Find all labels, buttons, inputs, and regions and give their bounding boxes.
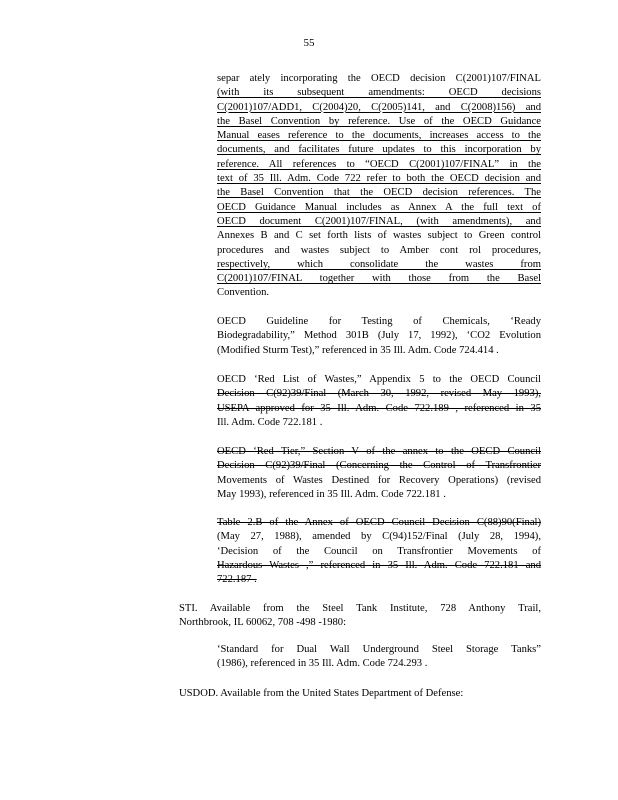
oecd-decision-paragraph — [217, 72, 541, 301]
text-line: STI. Available from the Steel Tank Institute, 728 Anthony Trail, — [179, 603, 541, 614]
text-line: respectively, which consolidate the wastes from — [217, 258, 541, 270]
text-line: OECD ‘Red Tier,” Section V of the annex to the OECD Council — [217, 446, 541, 457]
text-line: OECD Guideline for Testing of Chemicals, ‘Ready — [217, 316, 541, 327]
text-line: May 1993), referenced in 35 Ill. Adm. Code 722.181 . — [217, 488, 446, 500]
sti-entry — [179, 602, 541, 631]
oecd-red-tier-paragraph — [217, 445, 541, 502]
text-line: 722.187 . — [217, 574, 257, 586]
text-line: OECD ‘Red List of Wastes,” Appendix 5 to the OECD Council — [217, 374, 541, 385]
text-line: OECD document C(2001)107/FINAL, (with amendments), and — [217, 215, 541, 227]
text-line: (May 27, 1988), amended by C(94)152/Final (July 28, 1994), — [217, 531, 541, 543]
text-line: Manual eases reference to the documents, increases access to the — [217, 130, 541, 142]
text-line: USDOD. Available from the United States Department of Defense: — [179, 688, 464, 699]
text-line: (with its subsequent amendments: OECD decisions — [217, 87, 541, 99]
text-line: Decision C(92)39/Final (Concerning the Control of Transfrontier — [217, 460, 541, 472]
text-line: (1986), referenced in 35 Ill. Adm. Code 724.293 . — [217, 658, 428, 670]
text-line: Table 2.B of the Annex of OECD Council Decision C(88)90(Final) — [217, 517, 541, 528]
text-line: Convention. — [217, 287, 270, 299]
text-line: C(2001)107/ADD1, C(2004)20, C(2005)141, and C(2008)156) and — [217, 101, 541, 113]
text-line: USEPA approved for 35 Ill. Adm. Code 722.189 , referenced in 35 — [217, 402, 541, 414]
oecd-guideline-paragraph — [217, 315, 541, 358]
text-line: (Modified Sturm Test),” referenced in 35 Ill. Adm. Code 724.414 . — [217, 344, 499, 356]
text-line: Annexes B and C set forth lists of wastes subject to Green control — [217, 230, 541, 242]
text-line: C(2001)107/FINAL together with those from the Basel — [217, 273, 541, 285]
text-line: documents, and facilitates future updates to this incorporation by — [217, 144, 541, 156]
sti-standard-paragraph — [217, 643, 541, 672]
usdod-entry — [179, 687, 541, 701]
text-line: separ ately incorporating the OECD decision C(2001)107/FINAL — [217, 73, 541, 84]
text-line: Biodegradability,” Method 301B (July 17, 1992), ‘CO2 Evolution — [217, 330, 541, 342]
text-line: OECD Guidance Manual includes as Annex A the full text of — [217, 201, 541, 213]
text-line: procedures and wastes subject to Amber cont rol procedures, — [217, 244, 541, 256]
text-line: the Basel Convention by reference. Use of the OECD Guidance — [217, 115, 541, 127]
text-line: Hazardous Wastes ,” referenced in 35 Ill. Adm. Code 722.181 and — [217, 559, 541, 571]
text-line: Ill. Adm. Code 722.181 . — [217, 416, 323, 428]
text-line: Northbrook, IL 60062, 708 -498 -1980: — [179, 617, 347, 629]
oecd-red-list-paragraph — [217, 373, 541, 430]
oecd-table-2b-paragraph — [217, 516, 541, 587]
text-line: text of 35 Ill. Adm. Code 722 refer to both the OECD decision and — [217, 173, 541, 185]
text-line: ‘Decision of the Council on Transfrontier Movements of — [217, 545, 541, 557]
text-line: reference. All references to “OECD C(2001)107/FINAL” in the — [217, 158, 541, 170]
text-line: Movements of Wastes Destined for Recovery Operations) (revised — [217, 474, 541, 486]
text-line: Decision C(92)39/Final (March 30, 1992, revised May 1993), — [217, 388, 541, 400]
text-line: the Basel Convention that the OECD decision references. The — [217, 187, 541, 199]
page-number: 55 — [303, 37, 315, 49]
text-line: ‘Standard for Dual Wall Underground Steel Storage Tanks” — [217, 644, 541, 655]
